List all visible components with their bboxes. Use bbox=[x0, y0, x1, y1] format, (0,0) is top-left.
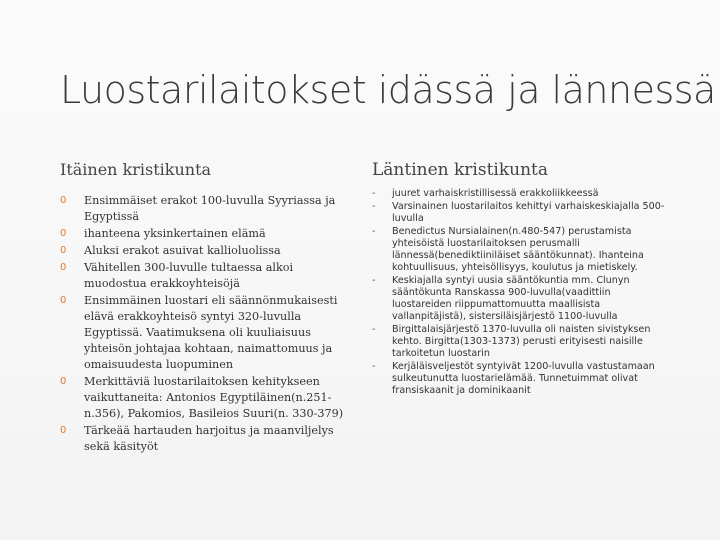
right-item-text: Keskiajalla syntyi uusia sääntökuntia mm. Clunyn sääntökunta Ranskassa 900-luvulla(vaadittiin luostareiden riippumattomuutta maallisista vallanpitäjistä), sistersiläisjärjestö 1100-luvulla bbox=[392, 275, 630, 322]
bullet-marker: - bbox=[372, 201, 376, 212]
left-list-item bbox=[60, 293, 345, 373]
right-column-heading: Läntinen kristikunta bbox=[372, 160, 549, 180]
bullet-marker: 0 bbox=[60, 425, 67, 436]
bullet-marker: 0 bbox=[60, 295, 67, 306]
left-item-text: Merkittäviä luostarilaitoksen kehitykseen vaikuttaneita: Antonios Egyptiläinen(n.251-n.356), Pakomios, Basileios Suuri(n. 330-379) bbox=[84, 375, 344, 420]
right-list-item bbox=[372, 275, 672, 323]
right-column bbox=[372, 160, 672, 398]
bullet-marker: 0 bbox=[60, 195, 67, 206]
bullet-marker: - bbox=[372, 275, 376, 286]
right-bullet-list bbox=[372, 188, 672, 397]
right-list-item bbox=[372, 188, 672, 200]
left-item-text: Vähitellen 300-luvulle tultaessa alkoi muodostua erakkoyhteisöjä bbox=[84, 261, 294, 290]
left-item-text: ihanteena yksinkertainen elämä bbox=[84, 227, 266, 240]
left-bullet-list bbox=[60, 193, 345, 455]
left-list-item bbox=[60, 193, 345, 225]
left-item-text: Ensimmäinen luostari eli säännönmukaisesti elävä erakkoyhteisö syntyi 320-luvulla Egyptissä. Vaatimuksena oli kuuliaisuus yhteisön johtajaa kohtaan, naimattomuus ja omaisuudesta luopuminen bbox=[84, 294, 338, 371]
bullet-marker: - bbox=[372, 188, 376, 199]
bullet-marker: - bbox=[372, 226, 376, 237]
left-list-item bbox=[60, 243, 345, 259]
right-item-text: Benedictus Nursialainen(n.480-547) perustamista yhteisöistä luostarilaitoksen perusmalli lännessä(benediktiiniläiset sääntökunnat). Ihanteina kohtuullisuus, yhteisöllisyys, koulutus ja mietiskely. bbox=[392, 226, 644, 273]
slide-title: Luostarilaitokset idässä ja lännessä bbox=[60, 68, 716, 112]
bullet-marker: 0 bbox=[60, 376, 67, 387]
right-item-text: Varsinainen luostarilaitos kehittyi varhaiskeskiajalla 500-luvulla bbox=[392, 201, 665, 224]
right-item-text: Birgittalaisjärjestö 1370-luvulla oli naisten sivistyksen kehto. Birgitta(1303-1373) perusti erityisesti naisille tarkoitetun luostarin bbox=[392, 324, 651, 359]
right-list-item bbox=[372, 324, 672, 360]
bullet-marker: - bbox=[372, 361, 376, 372]
bullet-marker: 0 bbox=[60, 245, 67, 256]
left-list-item bbox=[60, 374, 345, 422]
left-column-heading: Itäinen kristikunta bbox=[60, 160, 212, 179]
right-list-item bbox=[372, 361, 672, 397]
right-list-item bbox=[372, 201, 672, 225]
left-list-item bbox=[60, 226, 345, 242]
right-item-text: Kerjäläisveljestöt syntyivät 1200-luvulla vastustamaan sulkeutunutta luostarielämää. Tunnetuimmat olivat fransiskaanit ja dominikaanit bbox=[392, 361, 655, 396]
right-list-item bbox=[372, 226, 672, 274]
left-list-item bbox=[60, 260, 345, 292]
bullet-marker: 0 bbox=[60, 262, 67, 273]
bullet-marker: 0 bbox=[60, 228, 67, 239]
left-item-text: Ensimmäiset erakot 100-luvulla Syyriassa ja Egyptissä bbox=[84, 194, 336, 223]
right-item-text: juuret varhaiskristillisessä erakkoliikkeessä bbox=[392, 188, 599, 199]
left-item-text: Aluksi erakot asuivat kallioluolissa bbox=[84, 244, 281, 257]
left-column bbox=[60, 160, 345, 456]
bullet-marker: - bbox=[372, 324, 376, 335]
left-list-item bbox=[60, 423, 345, 455]
left-item-text: Tärkeää hartauden harjoitus ja maanviljelys sekä käsityöt bbox=[84, 424, 334, 453]
